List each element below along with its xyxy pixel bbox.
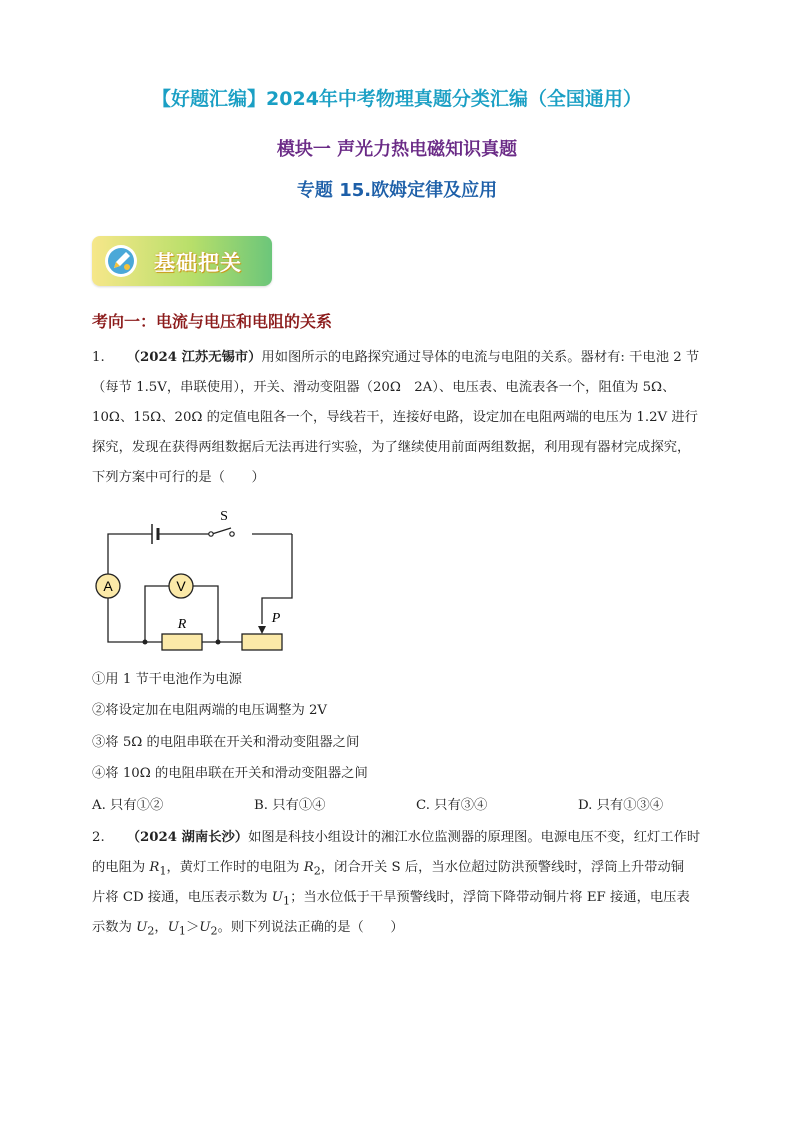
section-banner bbox=[92, 236, 272, 286]
switch-label: S bbox=[220, 509, 228, 524]
question-1-line-1: 1. （2024 江苏无锡市）用如图所示的电路探究通过导体的电流与电阻的关系。器材有: 干电池 2 节 bbox=[92, 350, 700, 365]
question-1-source: （2024 江苏无锡市） bbox=[126, 350, 262, 365]
choice-c[interactable]: C. 只有③④ bbox=[416, 798, 488, 813]
question-1-line-2: （每节 1.5V，串联使用），开关、滑动变阻器（20Ω 2A）、电压表、电流表各一个，阻值为 5Ω、 bbox=[92, 380, 676, 395]
statement-1: ①用 1 节干电池作为电源 bbox=[92, 672, 242, 687]
question-1-line-3: 10Ω、15Ω、20Ω 的定值电阻各一个，导线若干，连接好电路，设定加在电阻两端的电压为 1.2V 进行 bbox=[92, 410, 698, 425]
ammeter-label: A bbox=[103, 578, 113, 594]
banner-label: 基础把关 bbox=[154, 251, 242, 275]
choice-a[interactable]: A. 只有①② bbox=[92, 798, 164, 813]
choice-b[interactable]: B. 只有①④ bbox=[254, 798, 326, 813]
pen-badge-icon bbox=[104, 244, 138, 278]
question-2-number: 2. bbox=[92, 830, 105, 845]
question-1-number: 1. bbox=[92, 350, 105, 365]
question-1-line-4: 探究，发现在获得两组数据后无法再进行实验，为了继续使用前面两组数据，利用现有器材完成探究， bbox=[92, 440, 691, 455]
document-title: 【好题汇编】2024年中考物理真题分类汇编（全国通用） bbox=[152, 88, 642, 110]
section-heading: 考向一：电流与电压和电阻的关系 bbox=[92, 312, 333, 331]
question-2-source: （2024 湖南长沙） bbox=[126, 830, 249, 845]
topic-title: 专题 15.欧姆定律及应用 bbox=[296, 180, 498, 201]
statement-2: ②将设定加在电阻两端的电压调整为 2V bbox=[92, 703, 328, 718]
module-title: 模块一 声光力热电磁知识真题 bbox=[276, 139, 518, 160]
statement-3: ③将 5Ω 的电阻串联在开关和滑动变阻器之间 bbox=[92, 735, 360, 750]
question-2-line-4: 示数为 $U_2$，$U_1>U_2$。则下列说法正确的是（ ） bbox=[92, 920, 404, 938]
slider-label: P bbox=[271, 611, 281, 626]
circuit-diagram bbox=[92, 500, 302, 655]
question-2-line-1: 2. （2024 湖南长沙）如图是科技小组设计的湘江水位监测器的原理图。电源电压不变，红灯工作时 bbox=[92, 830, 701, 845]
resistor-label: R bbox=[177, 617, 187, 632]
statement-4: ④将 10Ω 的电阻串联在开关和滑动变阻器之间 bbox=[92, 766, 368, 781]
choice-d[interactable]: D. 只有①③④ bbox=[578, 798, 664, 813]
question-2-line-3: 片将 CD 接通，电压表示数为 $U_1$；当水位低于干旱预警线时，浮筒下降带动铜片将 EF 接通，电压表 bbox=[92, 890, 690, 908]
question-1-line-5: 下列方案中可行的是（ ） bbox=[92, 470, 265, 485]
question-2-line-2: 的电阻为 $R_1$，黄灯工作时的电阻为 $R_2$，闭合开关 S 后，当水位超过防洪预警线时，浮筒上升带动铜 bbox=[92, 860, 685, 878]
voltmeter-label: V bbox=[176, 578, 186, 594]
